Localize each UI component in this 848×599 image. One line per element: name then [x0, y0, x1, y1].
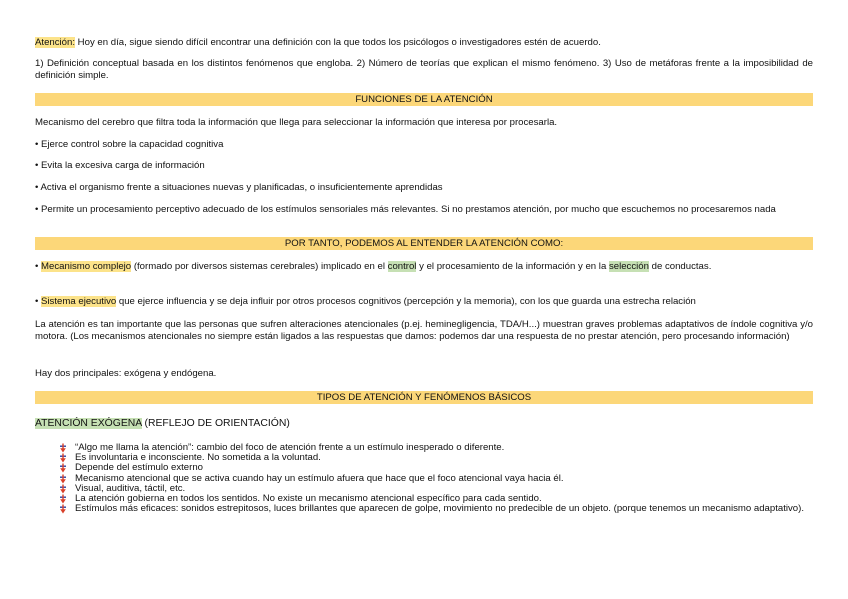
arrow-down-bullet-icon [58, 443, 68, 453]
list-item-text: Visual, auditiva, táctil, etc. [75, 482, 186, 494]
arrow-down-bullet-icon [58, 453, 68, 463]
list-item [75, 504, 813, 514]
exogena-list [35, 443, 813, 514]
funciones-bullet: • Evita la excesiva carga de información [35, 160, 205, 171]
section-header-tipos: TIPOS DE ATENCIÓN Y FENÓMENOS BÁSICOS [35, 391, 813, 404]
funciones-bullet: • Activa el organismo frente a situaciones nuevas y planificadas, o insuficientemente aprendidas [35, 182, 443, 193]
arrow-down-bullet-icon [58, 484, 68, 494]
entender-bullet-1 [35, 261, 813, 273]
importance-paragraph: La atención es tan importante que las personas que sufren alteraciones atencionales (p.ej. heminegligencia, TDA/H...) muestran graves problemas adaptativos de índole cognitiva y/o motora. (Los mecanismos atencionales no siempre están ligados a las respuestas que damos: podemos dar una respuesta de no prestar atención, pero procesando información) [35, 319, 813, 342]
highlight-sistema-ejecutivo: Sistema ejecutivo [41, 296, 117, 307]
text-run: que ejerce influencia y se deja influir por otros procesos cognitivos (percepción y la memoria), con los que guarda una estrecha relación [116, 296, 696, 307]
bullet-marker: • [35, 296, 42, 307]
section-header-entender: POR TANTO, PODEMOS AL ENTENDER LA ATENCIÓN COMO: [35, 237, 813, 250]
list-item [75, 474, 813, 484]
highlight-seleccion: selección [608, 261, 649, 272]
arrow-down-bullet-icon [58, 463, 68, 473]
intro-text: Hoy en día, sigue siendo difícil encontrar una definición con la que todos los psicólogos o investigadores estén de acuerdo. [75, 37, 601, 48]
funciones-lead: Mecanismo del cerebro que filtra toda la información que llega para seleccionar la información que interesa por procesarla. [35, 117, 558, 128]
bullet-marker: • [35, 261, 42, 272]
arrow-down-bullet-icon [58, 504, 68, 514]
intro-reasons: 1) Definición conceptual basada en los distintos fenómenos que engloba. 2) Número de teorías que explican el mismo fenómeno. 3) Uso de metáforas frente a la imposibilidad de definición simple. [35, 58, 813, 81]
arrow-down-bullet-icon [58, 474, 68, 484]
section-header-funciones: FUNCIONES DE LA ATENCIÓN [35, 93, 813, 106]
funciones-bullet: • Permite un procesamiento perceptivo adecuado de los estímulos sensoriales más relevantes. Si no prestamos atención, por mucho que escuchemos no procesaremos nada [35, 204, 776, 215]
exogena-heading [35, 418, 813, 430]
text-run: y el procesamiento de la información y en la [416, 261, 609, 272]
list-item-text: Estímulos más eficaces: sonidos estrepitosos, luces brillantes que aparecen de golpe, movimiento no predecible de un objeto. (porque tenemos un mecanismo adaptativo). [75, 503, 805, 515]
list-item-text: Mecanismo atencional que se activa cuando hay un estímulo afuera que hace que el foco atencional vaya hacia él. [75, 472, 564, 484]
text-run: (formado por diversos sistemas cerebrales) implicado en el [131, 261, 388, 272]
highlight-control: control [387, 261, 417, 272]
intro-line [35, 37, 813, 49]
exogena-heading-rest: (REFLEJO DE ORIENTACIÓN) [141, 418, 290, 429]
two-types-line: Hay dos principales: exógena y endógena. [35, 368, 217, 379]
list-item-text: La atención gobierna en todos los sentidos. No existe un mecanismo atencional específico para cada sentido. [75, 493, 542, 505]
highlight-atencion-exogena: ATENCIÓN EXÓGENA [35, 418, 142, 429]
intro-label: Atención: [35, 37, 76, 48]
highlight-mecanismo-complejo: Mecanismo complejo [41, 261, 132, 272]
list-item-text: Depende del estímulo externo [75, 462, 203, 474]
arrow-down-bullet-icon [58, 494, 68, 504]
funciones-bullet: • Ejerce control sobre la capacidad cognitiva [35, 139, 224, 150]
entender-bullet-2 [35, 296, 813, 308]
text-run: de conductas. [648, 261, 712, 272]
list-item-text: Es involuntaria e inconsciente. No sometida a la voluntad. [75, 452, 321, 464]
list-item-text: “Algo me llama la atención”: cambio del foco de atención frente a un estímulo inesperado o diferente. [75, 442, 505, 453]
